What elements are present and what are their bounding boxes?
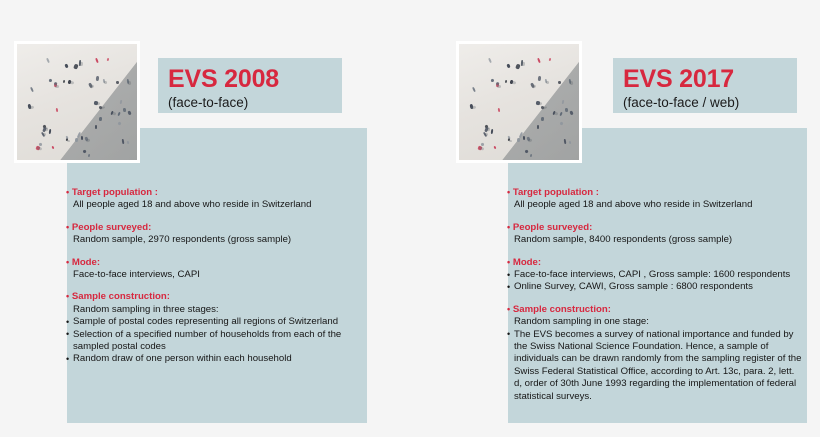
person-figure <box>491 78 495 81</box>
section-target-population <box>507 186 803 212</box>
person-shadow <box>80 62 83 66</box>
section-heading-text: Target population : <box>71 187 158 198</box>
section-heading <box>507 256 803 269</box>
person-shadow <box>86 139 90 143</box>
section-heading-text: Sample construction: <box>71 291 170 303</box>
person-figure <box>116 81 119 84</box>
aerial-photo-evs-2017 <box>456 41 582 163</box>
bullet-glyph-icon: • <box>66 256 70 267</box>
section-heading <box>507 221 803 234</box>
person-figure <box>565 107 568 111</box>
details-evs-2017 <box>507 186 803 403</box>
person-figure <box>507 64 511 69</box>
person-shadow <box>509 139 513 142</box>
section-line: Random sample, 8400 respondents (gross sample) <box>514 234 733 246</box>
bullet-glyph-icon: • <box>66 221 70 232</box>
person-figure <box>560 112 564 117</box>
person-figure <box>38 142 41 146</box>
section-heading-text: People surveyed: <box>71 221 152 233</box>
section-heading-text: Sample construction: <box>512 303 611 315</box>
person-shadow <box>29 106 35 111</box>
person-figure <box>472 87 476 93</box>
section-line: Random sampling in one stage: <box>514 316 649 328</box>
person-shadow <box>67 139 71 142</box>
person-figure <box>63 79 66 83</box>
person-figure <box>46 57 50 62</box>
section-heading-text: Mode: <box>512 256 542 268</box>
person-figure <box>480 142 483 146</box>
list-item: • Selection of a specified number of households from each of the sampled postal codes <box>66 329 364 354</box>
section-heading-text: Target population : <box>512 187 599 198</box>
aerial-photo-evs-2008 <box>14 41 140 163</box>
person-figure <box>123 107 126 111</box>
section-line: Random sampling in three stages: <box>73 303 219 315</box>
person-shadow <box>89 84 94 89</box>
section-line: All people aged 18 and above who reside in Switzerland <box>73 199 312 211</box>
person-figure <box>537 125 539 129</box>
bullet-glyph-icon: • <box>66 291 70 302</box>
section-people-surveyed <box>507 221 803 247</box>
section-line: All people aged 18 and above who reside in Switzerland <box>514 199 753 211</box>
section-heading <box>66 221 364 234</box>
details-evs-2008 <box>66 186 364 366</box>
person-figure <box>52 146 55 150</box>
person-figure <box>95 58 99 63</box>
person-figure <box>107 58 110 61</box>
person-figure <box>88 154 91 158</box>
panel-subtitle: (face-to-face / web) <box>623 95 740 110</box>
panel-title: EVS 2017 <box>623 65 734 93</box>
section-mode <box>507 256 803 294</box>
person-figure <box>569 140 572 143</box>
bullet-glyph-icon: • <box>66 187 70 197</box>
person-figure <box>117 121 121 125</box>
person-figure <box>119 99 121 103</box>
person-figure <box>99 116 102 120</box>
section-heading <box>66 256 364 269</box>
person-figure <box>81 136 84 140</box>
section-target-population <box>66 186 364 212</box>
person-figure <box>530 154 533 158</box>
section-people-surveyed <box>66 221 364 247</box>
person-shadow <box>542 107 547 111</box>
person-figure <box>127 140 130 143</box>
person-figure <box>570 111 574 115</box>
person-figure <box>541 116 544 120</box>
person-figure <box>549 58 552 61</box>
section-mode <box>66 256 364 282</box>
list-item: • Random draw of one person within each household <box>66 353 364 365</box>
section-heading-text: People surveyed: <box>512 221 593 233</box>
photo-image <box>17 44 137 160</box>
person-figure <box>49 78 53 81</box>
person-figure <box>524 150 528 154</box>
person-figure <box>128 111 132 115</box>
person-figure <box>118 112 122 117</box>
person-figure <box>558 81 561 84</box>
person-figure <box>491 129 494 134</box>
person-figure <box>516 138 519 143</box>
panel-title: EVS 2008 <box>168 65 279 93</box>
person-figure <box>95 125 97 129</box>
person-shadow <box>127 81 131 85</box>
section-line: Face-to-face interviews, CAPI <box>73 269 200 281</box>
photo-image <box>459 44 579 160</box>
person-figure <box>488 57 492 62</box>
person-figure <box>65 64 69 69</box>
person-shadow <box>528 139 532 143</box>
person-shadow <box>69 81 74 85</box>
person-figure <box>537 58 541 63</box>
person-figure <box>494 146 497 150</box>
person-figure <box>559 121 563 125</box>
bullet-glyph-icon: • <box>507 187 511 197</box>
section-line: Random sample, 2970 respondents (gross sample) <box>73 234 292 246</box>
title-panel-evs-2008 <box>158 58 342 113</box>
person-figure <box>538 76 542 81</box>
person-figure <box>497 108 500 113</box>
person-shadow <box>104 80 107 83</box>
panel-subtitle: (face-to-face) <box>168 95 249 110</box>
section-heading <box>66 290 364 303</box>
title-panel-evs-2017 <box>613 58 797 113</box>
person-shadow <box>471 106 477 111</box>
bullet-glyph-icon: • <box>507 221 511 232</box>
person-figure <box>30 87 34 93</box>
person-figure <box>96 76 100 81</box>
person-figure <box>564 139 566 144</box>
person-shadow <box>522 62 525 66</box>
person-figure <box>82 150 86 154</box>
person-shadow <box>569 81 573 85</box>
person-shadow <box>531 84 536 89</box>
bullet-glyph-icon: • <box>507 256 511 267</box>
person-figure <box>505 79 508 83</box>
list-item: • Online Survey, CAWI, Gross sample : 6800 respondents <box>507 281 803 293</box>
person-figure <box>74 138 77 143</box>
person-figure <box>49 129 52 134</box>
person-shadow <box>546 80 549 83</box>
list-item: • The EVS becomes a survey of national importance and funded by the Swiss National Science Foundation. Hence, a sample of individuals can be drawn randomly from the sampling register of the Swiss Federal Statistical Office, according to Art. 13c, para. 2, lett. d, order of 30th June 1993 regarding the implementation of federal statistical surveys. <box>507 329 803 403</box>
section-sample-construction <box>507 303 803 403</box>
person-figure <box>55 108 58 113</box>
section-heading <box>507 186 803 199</box>
person-figure <box>561 99 563 103</box>
person-shadow <box>511 81 516 85</box>
section-heading-text: Mode: <box>71 256 101 268</box>
section-heading <box>66 186 364 199</box>
list-item: • Sample of postal codes representing all regions of Switzerland <box>66 316 364 328</box>
person-figure <box>122 139 124 144</box>
person-shadow <box>100 107 105 111</box>
list-item: • Face-to-face interviews, CAPI , Gross sample: 1600 respondents <box>507 269 803 281</box>
person-shadow <box>554 112 558 116</box>
bullet-glyph-icon: • <box>507 303 511 314</box>
section-sample-construction <box>66 290 364 365</box>
person-shadow <box>112 112 116 116</box>
person-figure <box>523 136 526 140</box>
section-heading <box>507 303 803 316</box>
